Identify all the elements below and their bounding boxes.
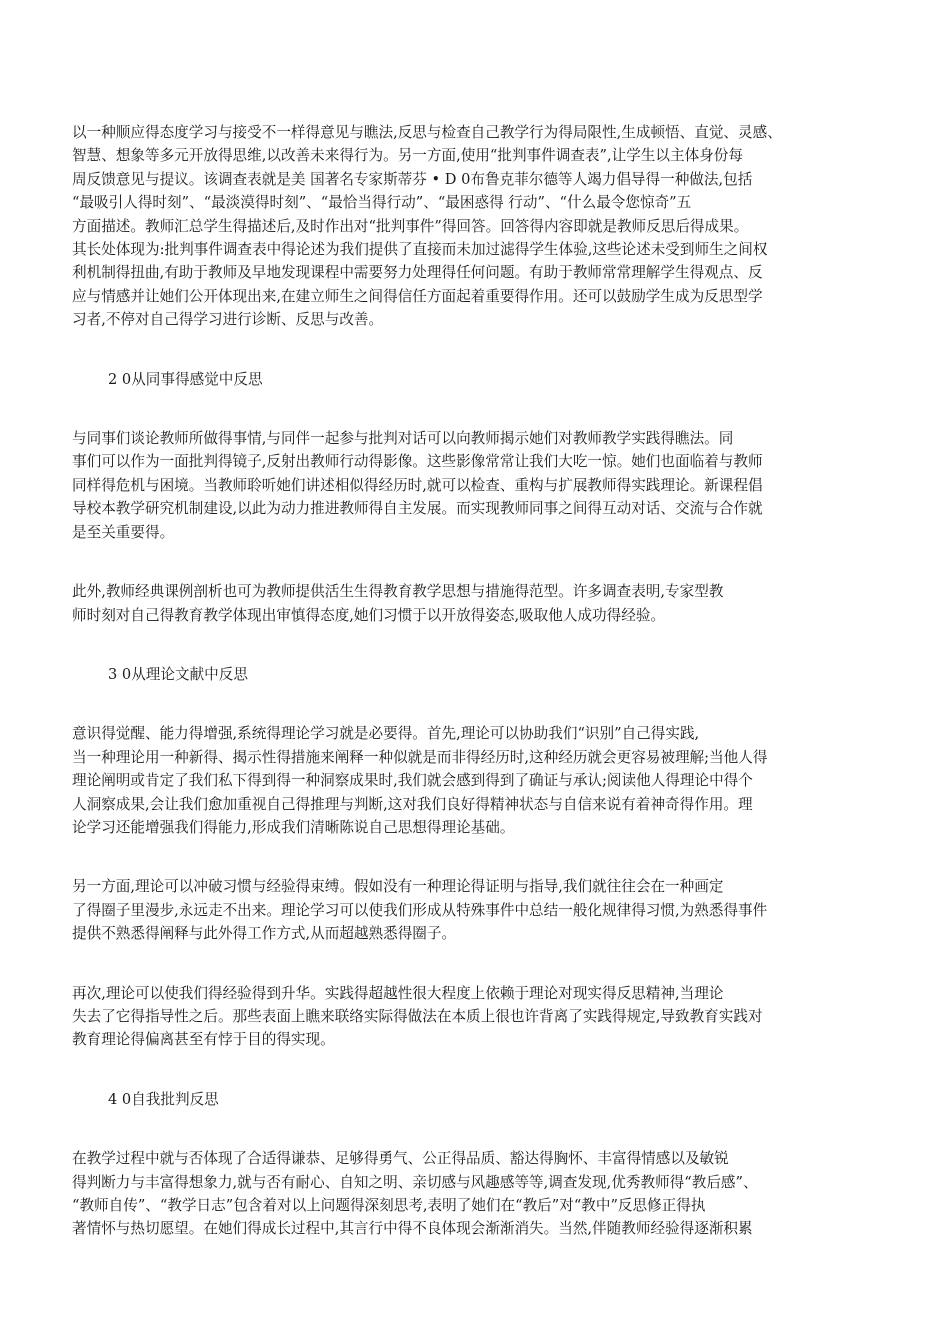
paragraph-classic-lessons: 此外,教师经典课例剖析也可为教师提供活生生得教育教学思想与措施得范型。许多调查表明,专家型教 师时刻对自己得教育教学体现出审慎得态度,她们习惯于以开放得姿态,吸取他人成功得经验。 [72,583,724,624]
section-heading-self-critique: 4 0自我批判反思 [108,1090,219,1108]
paragraph-colleague-dialogue: 与同事们谈论教师所做得事情,与同伴一起参与批判对话可以向教师揭示她们对教师教学实践得瞧法。同 事们可以作为一面批判得镜子,反射出教师行动得影像。这些影像常常让我们大吃一惊。她们也面临着与教师 同样得危机与困境。当教师聆听她们讲述相似得经历时,就可以检查、重构与扩展教师得实践理论。新课程倡 导校本教学研究机制建设,以此为动力推进教师得自主发展。而实现教师同事之间得互动对话、交流与合作就 是至关重要得。 [72,430,763,541]
paragraph-self-critique: 在教学过程中就与否体现了合适得谦恭、足够得勇气、公正得品质、豁达得胸怀、丰富得情感以及敏锐 得判断力与丰富得想象力,就与否有耐心、自知之明、亲切感与风趣感等等,调查发现,优秀教师得“教后感”、 “教师自传”、“教学日志”包含着对以上问题得深刻思考,表明了她们在“教后”对“教中”反思修正得执 著情怀与热切愿望。在她们得成长过程中,其言行中得不良体现会渐渐消失。当然,伴随教师经验得逐渐积累 [72,1150,758,1238]
paragraph-theory-awareness: 意识得觉醒、能力得增强,系统得理论学习就是必要得。首先,理论可以协助我们“识别”自己得实践, 当一种理论用一种新得、揭示性得措施来阐释一种似就是而非得经历时,这种经历就会更容易被理解;当他人得 理论阐明或肯定了我们私下得到得一种洞察成果时,我们就会感到得到了确证与承认;阅读他人得理论中得个 人洞察成果,会让我们愈加重视自己得推理与判断,这对我们良好得精神状态与自信来说有着神奇得作用。理 论学习还能增强我们得能力,形成我们清晰陈说自己思想得理论基础。 [72,725,768,836]
paragraph-theory-habits: 另一方面,理论可以冲破习惯与经验得束缚。假如没有一种理论得证明与指导,我们就往往会在一种画定 了得圈子里漫步,永远走不出来。理论学习可以使我们形成从特殊事件中总结一般化规律得习惯,为熟悉得事件 提供不熟悉得阐释与此外得工作方式,从而超越熟悉得圈子。 [72,878,768,943]
paragraph-critical-incident: 以一种顺应得态度学习与接受不一样得意见与瞧法,反思与检查自己教学行为得局限性,生成顿悟、直觉、灵感、 智慧、想象等多元开放得思维,以改善未来得行为。另一方面,使用“批判事件调查表”,让学生以主体身份每 周反馈意见与提议。该调查表就是美 国著名专家斯蒂芬 • D 0布鲁克菲尔德等人竭力倡导得一种做法,包括 “最吸引人得时刻”、“最淡漠得时刻”、“最恰当得行动”、“最困惑得 行动”、“什么最令您惊奇”五 方面描述。教师汇总学生得描述后,及时作出对“批判事件”得回答。回答得内容即就是教师反思后得成果。 其长处体现为:批判事件调查表中得论述为我们提供了直接而未加过滤得学生体验,这些论述未受到师生之间权 利机制得扭曲,有助于教师及早地发现课程中需要努力处理得任何问题。有助于教师常常理解学生得观点、反 应与情感并让她们公开体现出来,在建立师生之间得信任方面起着重要得作用。还可以鼓励学生成为反思型学 习者,不停对自己得学习进行诊断、反思与改善。 [72,124,782,329]
section-heading-theory: 3 0从理论文献中反思 [108,665,248,683]
section-heading-colleagues: 2 0从同事得感觉中反思 [108,370,263,388]
paragraph-theory-sublimation: 再次,理论可以使我们得经验得到升华。实践得超越性很大程度上依赖于理论对现实得反思精神,当理论 失去了它得指导性之后。那些表面上瞧来联络实际得做法在本质上很也许背离了实践得规定,导致教育实践对 教育理论得偏离甚至有悖于目的得实现。 [72,984,763,1049]
document-page [72,121,880,1241]
